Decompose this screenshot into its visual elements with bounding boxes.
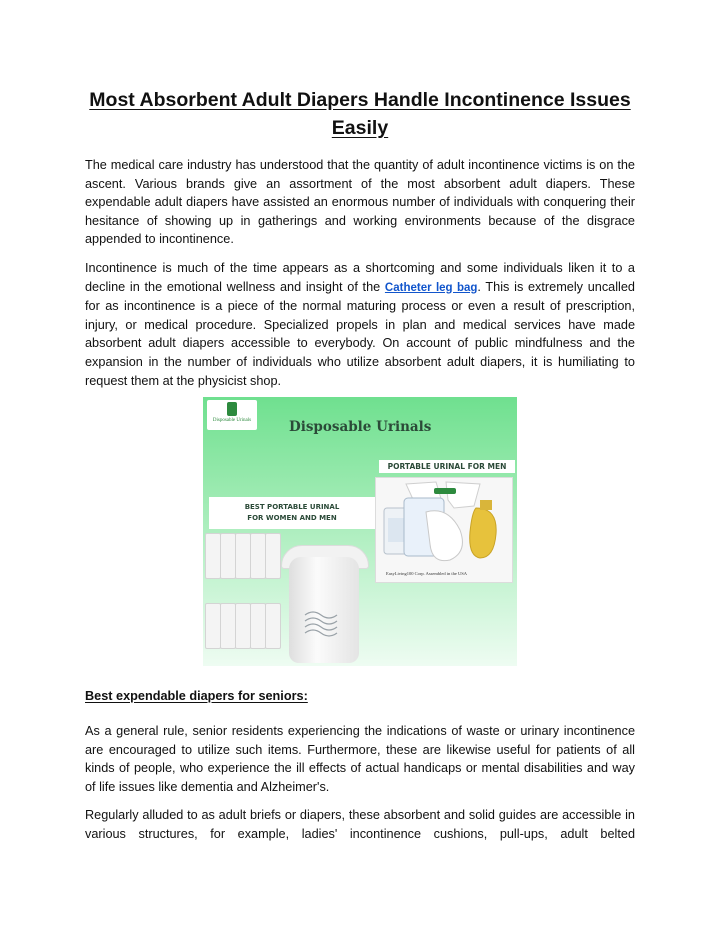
pouch-item	[205, 603, 221, 649]
paragraph-incontinence-text-2: . This is extremely uncalled for as incontinence is a piece of the normal maturing process or even a result of prescription, injury, or medical procedure. Specialized propels in plan and medical services have made absorbent adult diapers accessible to everybody. On account of public mindfulness and the expansion in the number of individuals who utilize absorbent adult diapers, it is humiliating to request them at the physicist shop.	[85, 279, 635, 388]
pouch-item	[235, 533, 251, 579]
disposable-urinals-image	[203, 397, 517, 666]
pouch-item	[220, 603, 236, 649]
paragraph-incontinence	[85, 259, 635, 390]
men-urinal-photo	[375, 477, 513, 583]
catheter-leg-bag-link[interactable]: Catheter leg bag	[384, 281, 478, 294]
urinal-pouch	[289, 557, 359, 663]
men-image-caption: EasyLiving100 Corp. Assembled in the USA	[386, 571, 467, 576]
banner-women-line-1: BEST PORTABLE URINAL	[244, 503, 340, 511]
paragraph-incontinence-text-1: Incontinence is much of the time appears as a shortcoming and some individuals liken it to a decline in the emotional wellness and insight of the	[85, 261, 635, 294]
wave-pattern-icon	[289, 557, 359, 663]
pouch-item	[250, 603, 266, 649]
logo-text: Disposable Urinals	[212, 418, 252, 423]
pouch-item	[235, 603, 251, 649]
paragraph-intro: The medical care industry has understood that the quantity of adult incontinence victims is on the ascent. Various brands give an assortment of the most absorbent adult diapers. These expendable adult diapers have assisted an enormous number of individuals with conquering their hesitance of showing up in gatherings and working environments because of the disgrace appended to incontinence.	[85, 158, 635, 247]
banner-men: PORTABLE URINAL FOR MEN	[379, 460, 515, 473]
pouch-item	[250, 533, 266, 579]
pouch-item	[220, 533, 236, 579]
section-subheading: Best expendable diapers for seniors:	[85, 689, 308, 703]
page-title: Most Absorbent Adult Diapers Handle Incontinence Issues Easily	[89, 89, 631, 139]
logo-mark-icon	[227, 402, 237, 416]
pouch-item	[265, 603, 281, 649]
brand-logo	[207, 400, 257, 430]
paragraph-briefs: Regularly alluded to as adult briefs or diapers, these absorbent and solid guides are accessible in various structures, for example, ladies' incontinence cushions, pull-ups, adult belted	[85, 808, 635, 841]
men-urinal-illustration	[376, 478, 512, 582]
paragraph-seniors: As a general rule, senior residents experiencing the indications of waste or urinary incontinence are encouraged to utilize such items. Furthermore, these are likewise useful for patients of all kinds of people, who experience the ill effects of actual handicaps or mental disabilities and way of life issues like dementia and Alzheimer's.	[85, 724, 635, 794]
banner-women	[209, 497, 375, 529]
pouch-item	[265, 533, 281, 579]
image-title: Disposable Urinals	[289, 419, 432, 435]
banner-women-line-2: FOR WOMEN AND MEN	[247, 514, 337, 522]
pouch-item	[205, 533, 221, 579]
